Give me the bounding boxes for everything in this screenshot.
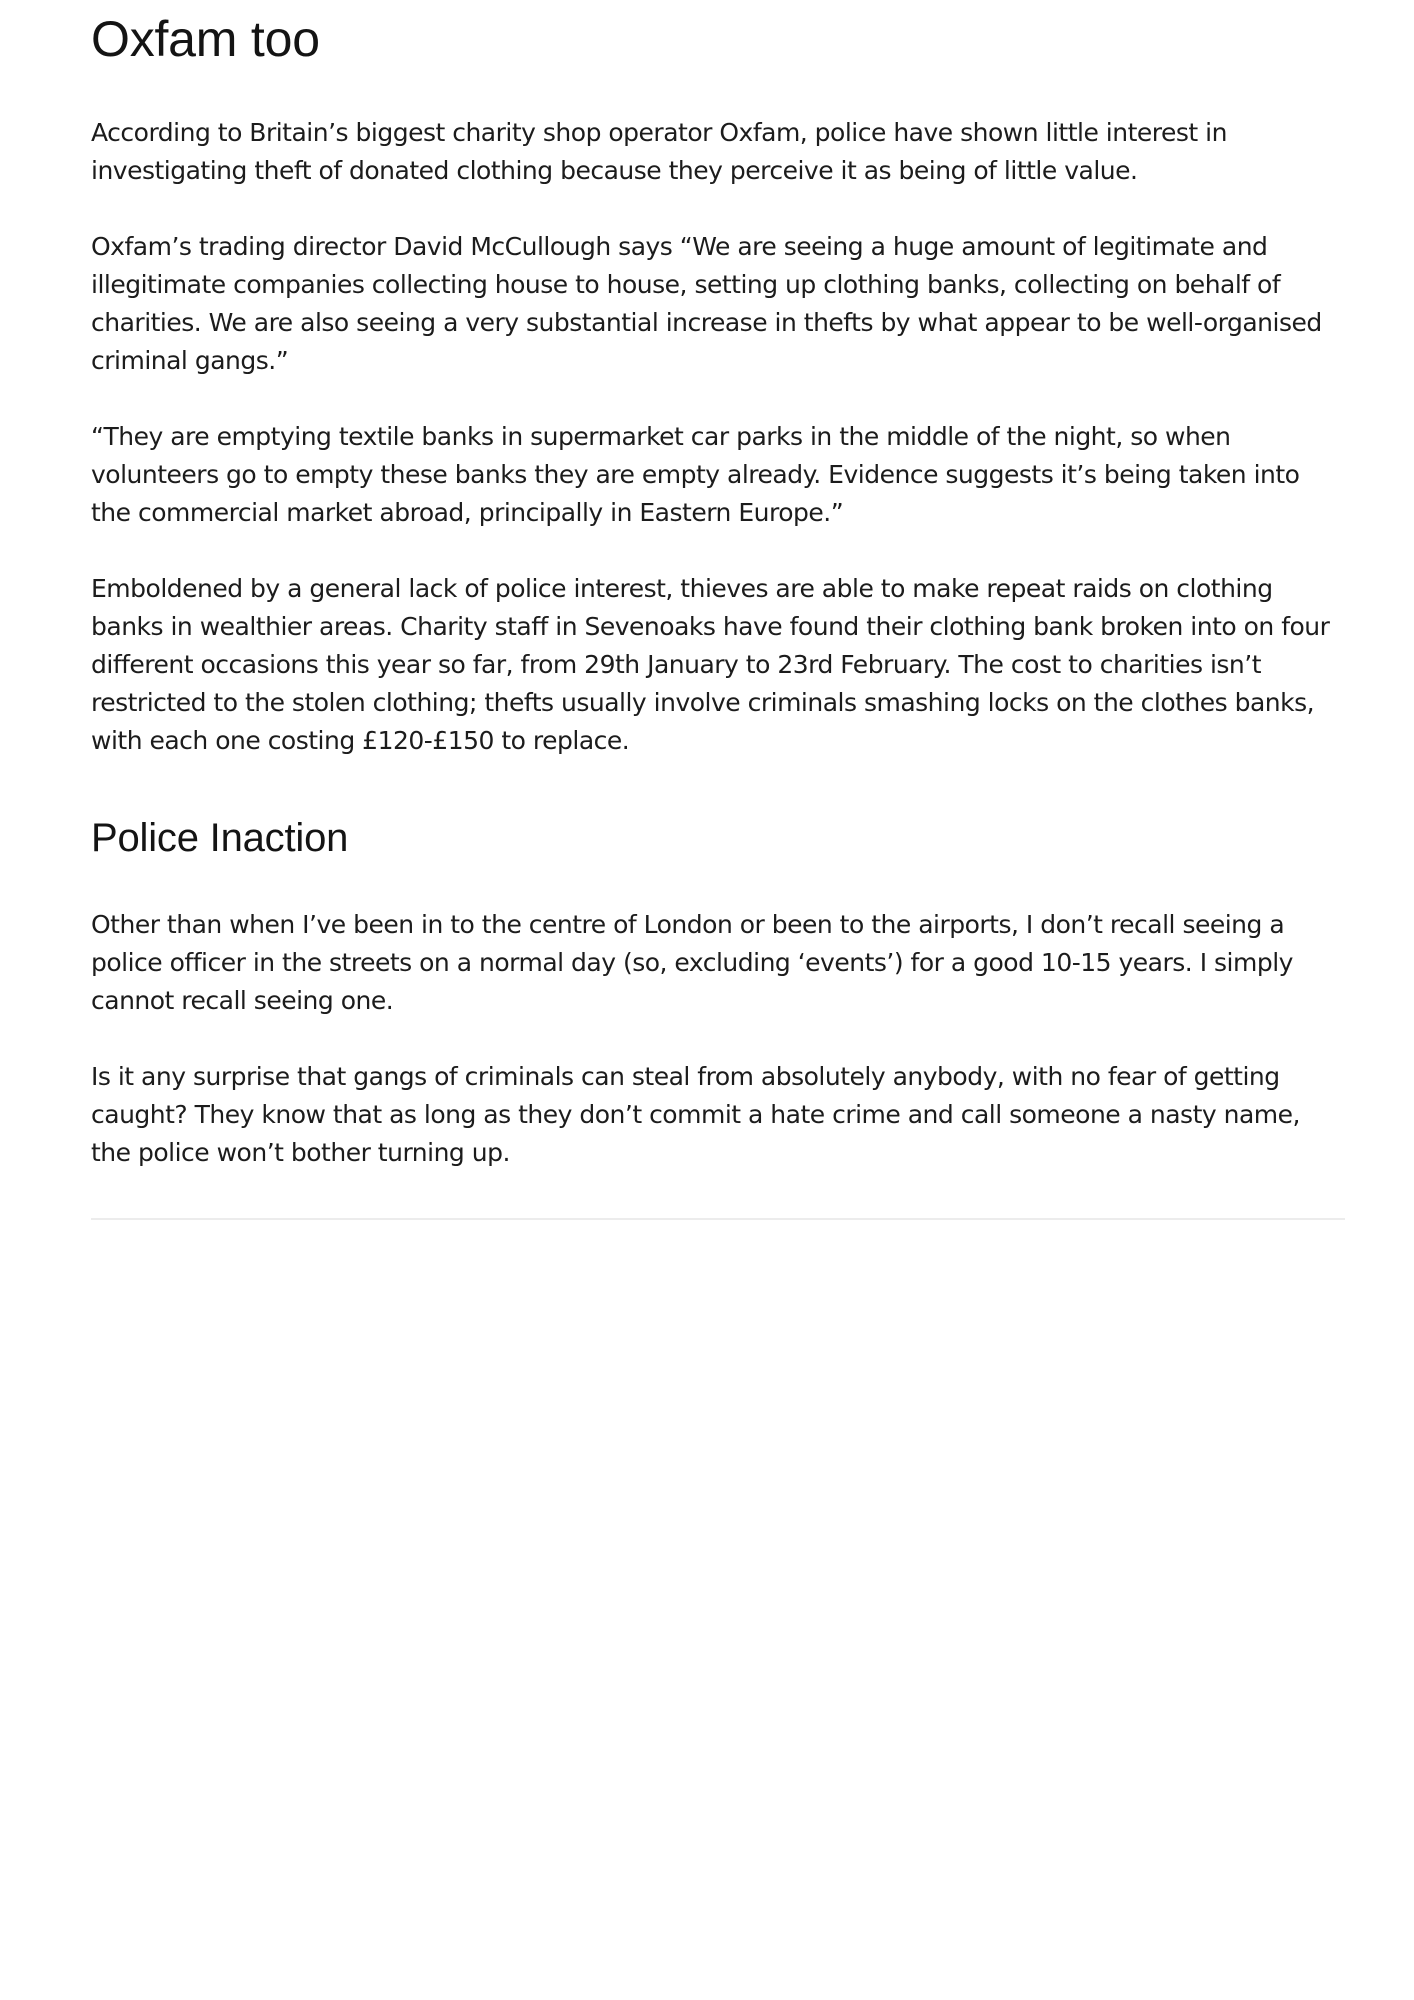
paragraph-gangs-no-fear: Is it any surprise that gangs of criminals can steal from absolutely anybody, with no fear of getting caught? They know that as long as they don’t commit a hate crime and call someone a nasty name, the police won’t bother turning up. [91,1062,1300,1167]
article-end-divider [91,1218,1345,1220]
paragraph-textile-banks-quote: “They are emptying textile banks in supermarket car parks in the middle of the night, so when volunteers go to empty these banks they are empty already. Evidence suggests it’s being taken into the commercial market abroad, principally in Eastern Europe.” [91,422,1300,527]
section-heading-police-inaction: Police Inaction [91,816,349,860]
article-body [91,0,1345,1172]
paragraph-mccullough-quote: Oxfam’s trading director David McCullough says “We are seeing a huge amount of legitimate and illegitimate companies collecting house to house, setting up clothing banks, collecting on behalf of charities. We are also seeing a very substantial increase in thefts by what appear to be well-organised criminal gangs.” [91,232,1322,375]
paragraph-sevenoaks-raids: Emboldened by a general lack of police interest, thieves are able to make repeat raids on clothing banks in wealthier areas. Charity staff in Sevenoaks have found their clothing bank broken into on four different occasions this year so far, from 29th January to 23rd February. The cost to charities isn’t restricted to the stolen clothing; thefts usually involve criminals smashing locks on the clothes banks, with each one costing £120-£150 to replace. [91,574,1330,755]
section-heading-oxfam-too: Oxfam too [91,11,320,67]
paragraph-no-police-seen: Other than when I’ve been in to the centre of London or been to the airports, I don’t recall seeing a police officer in the streets on a normal day (so, excluding ‘events’) for a good 10-15 years. I simply cannot recall seeing one. [91,910,1293,1015]
paragraph-oxfam-police-interest: According to Britain’s biggest charity shop operator Oxfam, police have shown little interest in investigating theft of donated clothing because they perceive it as being of little value. [91,118,1227,185]
